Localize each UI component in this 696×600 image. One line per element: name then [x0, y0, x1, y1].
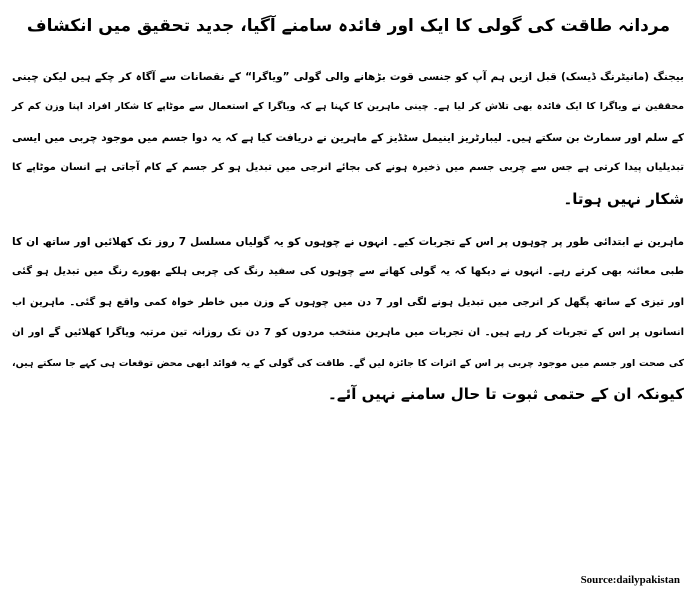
- paragraph-line: انسانوں پر اس کے تجربات کر رہے ہیں۔ ان تجربات میں ماہرین منتخب مردوں کو 7 دن تک روزانہ تین مرتبہ ویاگرا کھلائیں گے اور ان: [12, 327, 685, 339]
- article-paragraph-1: [12, 62, 684, 214]
- paragraph-line: ماہرین نے ابتدائی طور پر چوہوں پر اس کے تجربات کیے۔ انہوں نے چوہوں کو یہ گولیاں مسلسل 7 روز تک کھلائیں اور ساتھ ان کا: [12, 236, 684, 249]
- article-paragraph-2: [12, 227, 684, 409]
- paragraph-line: بیجنگ (مانیٹرنگ ڈیسک) قبل ازیں ہم آپ کو جنسی قوت بڑھانے والی گولی ”ویاگرا“ کے نقصانات سے آگاہ کر چکے ہیں لیکن چینی: [12, 71, 684, 83]
- paragraph-line: تبدیلیاں پیدا کرتی ہے جس سے چربی جسم میں ذخیرہ ہونے کی بجائے انرجی میں تبدیل ہو کر جسم کے کام آجاتی ہے انسان موٹاپے کا: [12, 162, 684, 174]
- paragraph-line: کے سلم اور سمارٹ بن سکتے ہیں۔ لیبارٹریز اینیمل سٹڈیز کے ماہرین نے دریافت کیا ہے کہ یہ دوا جسم میں موجود چربی میں ایسی: [12, 131, 684, 144]
- article-headline: مردانہ طاقت کی گولی کا ایک اور فائدہ سامنے آگیا، جدید تحقیق میں انکشاف: [26, 16, 670, 36]
- paragraph-line: کی صحت اور جسم میں موجود چربی پر اس کے اثرات کا جائزہ لیں گے۔ طاقت کی گولی کے یہ فوائد ابھی محض توقعات ہی کہے جا سکتے ہیں،: [12, 357, 684, 369]
- paragraph-line: محققین نے ویاگرا کا ایک فائدہ بھی تلاش کر لیا ہے۔ چینی ماہرین کا کہنا ہے کہ ویاگرا کے استعمال سے موٹاپے کا شکار افراد اپنا وزن کم کر: [12, 101, 684, 113]
- source-credit: Source:dailypakistan: [580, 574, 680, 586]
- news-article: [12, 8, 684, 592]
- paragraph-line: طبی معائنہ بھی کرتے رہے۔ انہوں نے دیکھا کہ یہ گولی کھانے سے چوہوں کی سفید رنگ کی چربی ہلکے بھورے رنگ میں تبدیل ہو گئی: [12, 266, 684, 278]
- paragraph-line: اور تیزی کے ساتھ پگھل کر انرجی میں تبدیل ہونے لگی اور 7 دن میں چوہوں کے وزن میں خاطر خواہ کمی واقع ہو گئی۔ ماہرین اب: [12, 296, 685, 308]
- paragraph-line: کیونکہ ان کے حتمی ثبوت تا حال سامنے نہیں آئے۔: [328, 385, 684, 404]
- paragraph-line: شکار نہیں ہوتا۔: [563, 189, 684, 208]
